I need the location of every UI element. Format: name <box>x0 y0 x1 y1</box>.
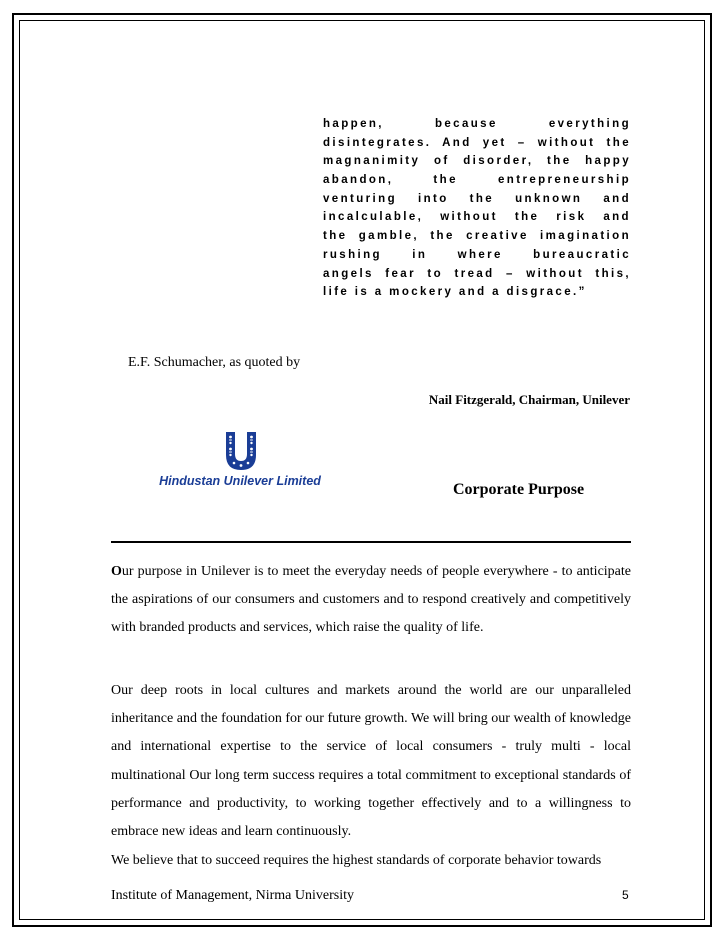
hindustan-unilever-logo <box>155 430 325 492</box>
quote-attribution: E.F. Schumacher, as quoted by <box>128 355 301 370</box>
quote-line: rushing in where bureaucratic <box>323 248 631 261</box>
quote-line: abandon, the entrepreneurship <box>323 174 631 187</box>
quote-line: incalculable, without the risk and <box>323 211 631 224</box>
page-number: 5 <box>622 888 629 902</box>
quote-line: happen, because everything <box>323 118 631 130</box>
quote-line: angels fear to tread – without this, <box>323 267 631 280</box>
quote-line: disintegrates. And yet – without the <box>323 136 631 149</box>
section-title: Corporate Purpose <box>453 481 585 498</box>
paragraph-text: ur purpose in Unilever is to meet the everyday needs of people everywhere - to anticipate the aspirations of our consumers and customers and to respond creatively and competitively with branded products and services, which raise the quality of life. <box>111 564 631 636</box>
chairman-credit: Nail Fitzgerald, Chairman, Unilever <box>428 392 630 407</box>
paragraph-initial: O <box>111 564 122 579</box>
purpose-paragraph <box>111 558 631 643</box>
logo-wordmark: Hindustan Unilever Limited <box>159 474 321 488</box>
footer-institute: Institute of Management, Nirma University <box>111 888 354 903</box>
belief-paragraph: We believe that to succeed requires the highest standards of corporate behavior towards <box>111 853 602 868</box>
quote-line: the gamble, the creative imagination <box>323 230 631 243</box>
section-divider <box>111 541 631 543</box>
unilever-u-icon <box>224 430 258 472</box>
quote-line: life is a mockery and a disgrace.” <box>323 286 587 299</box>
roots-paragraph: Our deep roots in local cultures and markets around the world are our unparalleled inheritance and the foundation for our future growth. We will bring our wealth of knowledge and international expertise to the service of local consumers - truly multi - local multinational Our long term success requires a total commitment to exceptional standards of performance and productivity, to working together effectively and to a willingness to embrace new ideas and learn continuously. <box>111 683 631 840</box>
quote-line: magnanimity of disorder, the happy <box>323 155 631 168</box>
quote-line: venturing into the unknown and <box>323 192 631 205</box>
quote-block <box>323 115 631 302</box>
